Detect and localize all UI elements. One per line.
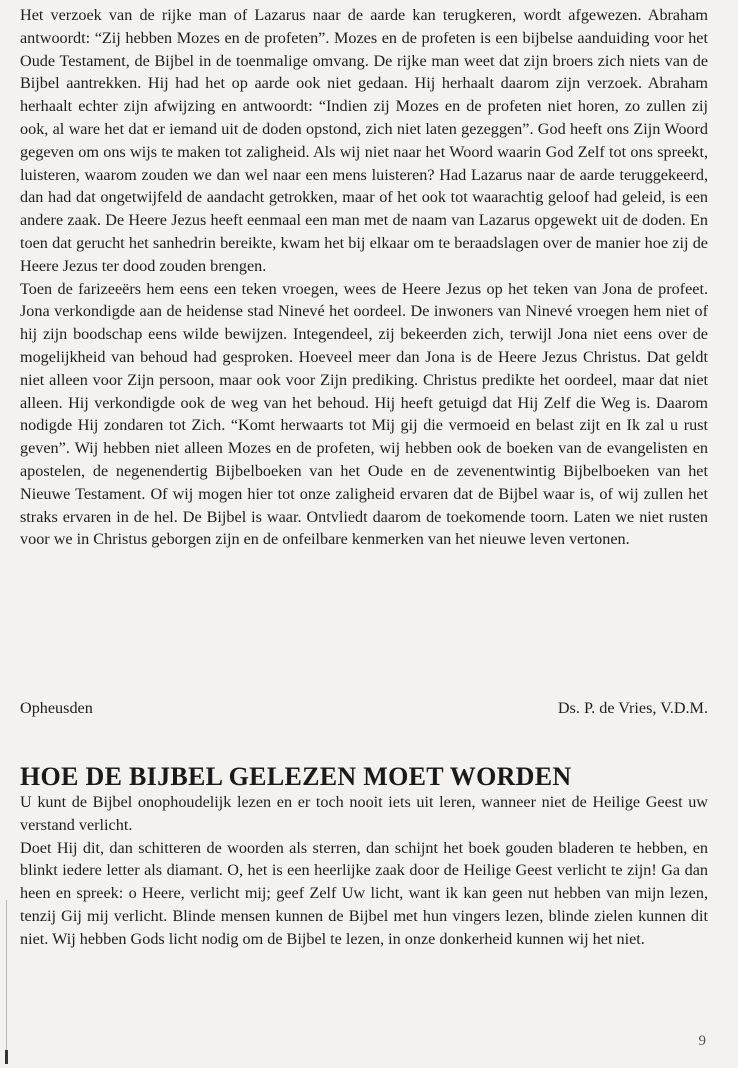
body-paragraph: Het verzoek van de rijke man of Lazarus naar de aarde kan terugkeren, wordt afgewezen. Abraham antwoordt: “Zij hebben Mozes en de profeten”. Mozes en de profeten is een bijbelse aanduiding voor het Oude Testament, de Bijbel in de toenmalige omvang. De rijke man weet dat zijn broers zich niets van de Bijbel aantrekken. Hij had het op aarde ook niet gedaan. Hij herhaalt daarom zijn verzoek. Abraham herhaalt echter zijn afwijzing en antwoordt: “Indien zij Mozes en de profeten niet horen, zo zullen zij ook, al ware het dat er iemand uit de doden opstond, zich niet laten gezeggen”. God heeft ons Zijn Woord gegeven om ons wijs te maken tot zaligheid. Als wij niet naar het Woord waarin God Zelf tot ons spreekt, luisteren, waarom zouden we dan wel naar een mens luisteren? Had Lazarus naar de aarde teruggekeerd, dan had dat ongetwijfeld de aandacht getrokken, maar of het ook tot waarachtig geloof had geleid, is een andere zaak. De Heere Jezus heeft eenmaal een man met de naam van Lazarus opgewekt uit de doden. En toen dat gerucht het sanhedrin bereikte, kwam het bij elkaar om te beraadslagen over de manier hoe zij de Heere Jezus ter dood zouden brengen. <box>20 6 708 275</box>
body-paragraph: U kunt de Bijbel onophoudelijk lezen en er toch nooit iets uit leren, wanneer niet de Heilige Geest uw verstand verlicht. <box>20 793 708 834</box>
section-heading: HOE DE BIJBEL GELEZEN MOET WORDEN <box>20 762 572 791</box>
signature-author: Ds. P. de Vries, V.D.M. <box>557 699 708 717</box>
signature-place: Opheusden <box>20 699 93 717</box>
article-body <box>20 791 708 951</box>
binding-edge-line <box>6 900 7 1060</box>
body-paragraph: Toen de farizeeërs hem eens een teken vroegen, wees de Heere Jezus op het teken van Jona de profeet. Jona verkondigde aan de heidense stad Ninevé het oordeel. De inwoners van Ninevé vroegen hem niet of hij zijn boodschap eens wilde bewijzen. Integendeel, zij bekeerden zich, terwijl Jona niet eens over de mogelijkheid van behoud had gesproken. Hoeveel meer dan Jona is de Heere Jezus Christus. Dat geldt niet alleen voor Zijn persoon, maar ook voor Zijn prediking. Christus predikte het oordeel, maar dat niet alleen. Hij verkondigde ook de weg van het behoud. Hij heeft getuigd dat Hij Zelf die Weg is. Daarom nodigde Hij zondaren tot Zich. “Komt herwaarts tot Mij gij die vermoeid en belast zijt en Ik zal u rust geven”. Wij hebben niet alleen Mozes en de profeten, wij hebben ook de boeken van de evangelisten en apostelen, de negenendertig Bijbelboeken van het Oude en de zevenentwintig Bijbelboeken van het Nieuwe Testament. Of wij mogen hier tot onze zaligheid ervaren dat de Bijbel waar is, of wij zullen het straks ervaren in de hel. De Bijbel is waar. Ontvliedt daarom de toekomende toorn. Laten we niet rusten voor we in Christus geborgen zijn en de onfeilbare kenmerken van het nieuwe leven vertonen. <box>20 279 708 549</box>
article-body <box>20 4 708 551</box>
page-number: 9 <box>698 1033 706 1049</box>
body-paragraph: Doet Hij dit, dan schitteren de woorden als sterren, dan schijnt het boek gouden bladeren te hebben, en blinkt iedere letter als diamant. O, het is een heerlijke zaak door de Heilige Geest verlicht te zijn! Ga dan heen en spreek: o Heere, verlicht mij; geef Zelf Uw licht, want ik kan geen nut hebben van mijn lezen, tenzij Gij mij verlicht. Blinde mensen kunnen de Bijbel met hun vingers lezen, blinde zielen kunnen dit niet. Wij hebben Gods licht nodig om de Bijbel te lezen, in onze donkerheid kunnen wij het niet. <box>20 838 708 948</box>
binding-edge-mark <box>5 1050 8 1064</box>
article-signature <box>20 697 708 720</box>
